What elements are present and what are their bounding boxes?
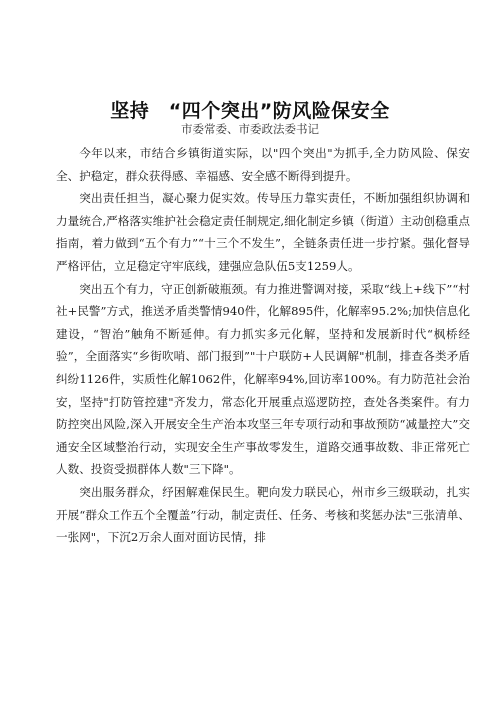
document-title: 坚持 “四个突出”防风险保安全 — [110, 100, 390, 122]
paragraph-five-forces: 突出五个有力，守正创新破瓶颈。有力推进警调对接，采取“线上+线下”“村社+民警”方式，推送矛盾类警情940件，化解895件，化解率95.2%;加快信息化建设，“智治”触角不断延伸。有力抓实多元化解，坚持和发展新时代“枫桥经验”，全面落实“乡街吹哨、部门报到”"十户联防+人民调解"机制，排查各类矛盾纠纷1126件，实质性化解1062件，化解率94%,回访率100%。有力防范社会治安，坚持"打防管控建"齐发力，常态化开展重点巡逻防控，查处各类案件。有力防控突出风险,深入开展安全生产治本攻坚三年专项行动和事故预防“减量控大”交通安全区域整治行动，实现安全生产事故零发生，道路交通事故数、非正常死亡人数、投资受损群体人数"三下降"。 — [56, 281, 470, 477]
paragraph-serve-masses: 突出服务群众，纾困解难保民生。靶向发力联民心，州市乡三级联动，扎实开展“群众工作五个全覆盖”行动，制定责任、任务、考核和奖惩办法"三张清单、一张网"，下沉2万余人面对面访民情，排 — [56, 484, 470, 545]
document-body — [56, 142, 470, 549]
paragraph-intro: 今年以来，市结合乡镇街道实际，以"四个突出"为抓手,全力防风险、保安全、护稳定，群众获得感、幸福感、安全感不断得到提升。 — [56, 146, 470, 183]
document-subtitle: 市委常委、市委政法委书记 — [181, 122, 319, 136]
paragraph-responsibility: 突出责任担当，凝心聚力促实效。传导压力靠实责任，不断加强组织协调和力量统合,严格落实维护社会稳定责任制规定,细化制定乡镇（街道）主动创稳重点指南，着力做到“五个有力”“十三个不发生”，全链条责任进一步拧紧。强化督导严格评估，立足稳定守牢底线，建强应急队伍5支1259人。 — [56, 191, 470, 273]
